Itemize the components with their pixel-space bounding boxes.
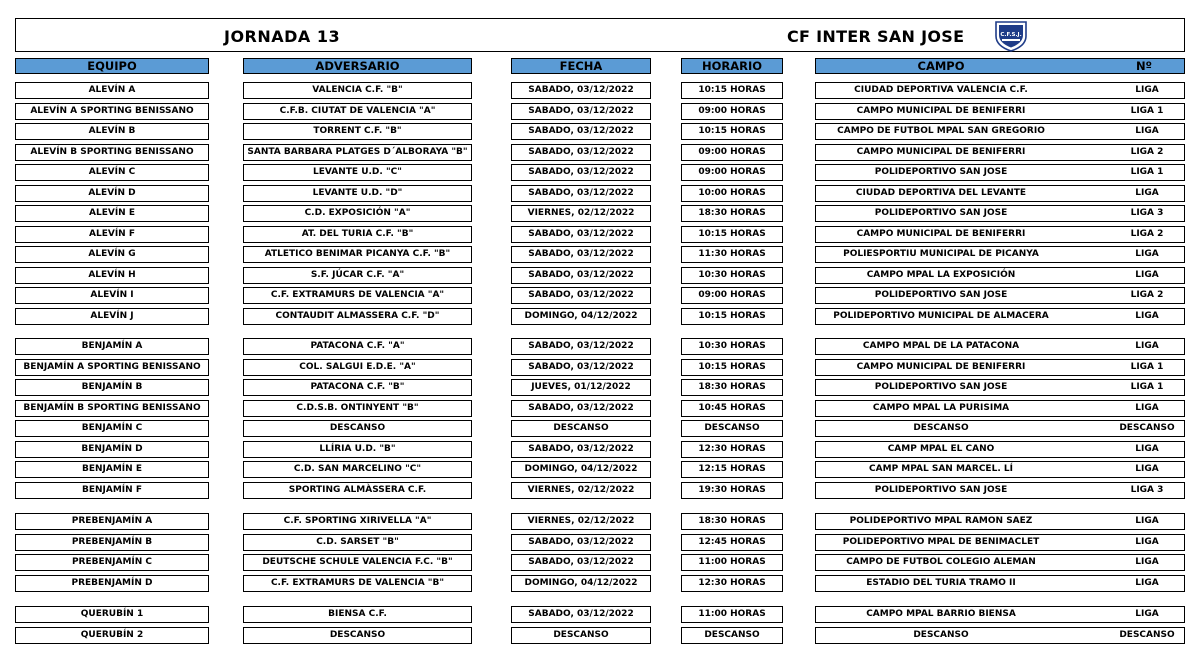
cell-adversario: C.F.B. CIUTAT DE VALENCIA "A" (243, 103, 472, 120)
cell-adversario: CONTAUDIT ALMASSERA C.F. "D" (243, 308, 472, 325)
cell-equipo: ALEVÍN H (15, 267, 209, 284)
cell-horario: 12:30 HORAS (681, 575, 783, 592)
cell-numero: LIGA (1135, 188, 1159, 198)
cell-numero: LIGA 2 (1130, 147, 1164, 157)
column-header-horario: HORARIO (681, 58, 783, 74)
cell-campo-numero (815, 441, 1185, 458)
title-bar (15, 18, 1185, 52)
cell-numero: LIGA 1 (1130, 167, 1164, 177)
cell-numero: DESCANSO (1119, 423, 1175, 433)
cell-numero: LIGA 3 (1130, 208, 1164, 218)
cell-fecha: DOMINGO, 04/12/2022 (511, 308, 651, 325)
cell-horario: 12:15 HORAS (681, 461, 783, 478)
cell-fecha: SABADO, 03/12/2022 (511, 123, 651, 140)
cell-equipo: BENJAMÍN D (15, 441, 209, 458)
cell-equipo: ALEVÍN C (15, 164, 209, 181)
cell-adversario: C.F. EXTRAMURS DE VALENCIA "A" (243, 287, 472, 304)
cell-campo: CAMPO MPAL DE LA PATACONA (862, 341, 1020, 351)
cell-numero: DESCANSO (1119, 630, 1175, 640)
cell-equipo: BENJAMÍN C (15, 420, 209, 437)
cell-campo-numero (815, 461, 1185, 478)
cell-horario: 10:15 HORAS (681, 308, 783, 325)
cell-campo: CAMPO MPAL LA PURISIMA (872, 403, 1010, 413)
cell-fecha: SABADO, 03/12/2022 (511, 144, 651, 161)
cell-fecha: SABADO, 03/12/2022 (511, 226, 651, 243)
cell-campo-numero (815, 627, 1185, 644)
cell-equipo: QUERUBÍN 2 (15, 627, 209, 644)
cell-adversario: COL. SALGUI E.D.E. "A" (243, 359, 472, 376)
cell-campo-numero (815, 400, 1185, 417)
cell-campo: CAMP MPAL EL CANO (887, 444, 995, 454)
cell-campo: POLIDEPORTIVO SAN JOSE (874, 290, 1008, 300)
cell-equipo: BENJAMÍN B SPORTING BENISSANO (15, 400, 209, 417)
cell-equipo: ALEVÍN G (15, 246, 209, 263)
cell-adversario: LEVANTE U.D. "C" (243, 164, 472, 181)
cell-campo-numero (815, 482, 1185, 499)
column-header-numero: Nº (1135, 59, 1153, 73)
cell-campo-numero (815, 205, 1185, 222)
column-header-campo: CAMPO Nº (815, 58, 1185, 74)
cell-adversario: C.F. SPORTING XIRIVELLA "A" (243, 513, 472, 530)
cell-campo-numero (815, 144, 1185, 161)
cell-numero: LIGA (1135, 464, 1159, 474)
cell-campo: POLIESPORTIU MUNICIPAL DE PICANYA (843, 249, 1039, 259)
cell-fecha: SABADO, 03/12/2022 (511, 82, 651, 99)
cell-numero: LIGA (1135, 444, 1159, 454)
cell-equipo: ALEVÍN B (15, 123, 209, 140)
cell-campo: DESCANSO (913, 630, 969, 640)
cell-numero: LIGA 3 (1130, 485, 1164, 495)
cell-fecha: SABADO, 03/12/2022 (511, 185, 651, 202)
cell-horario: 12:30 HORAS (681, 441, 783, 458)
cell-adversario: PATACONA C.F. "B" (243, 379, 472, 396)
cell-equipo: ALEVÍN A (15, 82, 209, 99)
cell-adversario: C.D. SARSET "B" (243, 534, 472, 551)
cell-adversario: PATACONA C.F. "A" (243, 338, 472, 355)
cell-horario: 09:00 HORAS (681, 164, 783, 181)
cell-fecha: VIERNES, 02/12/2022 (511, 513, 651, 530)
cell-numero: LIGA (1135, 516, 1159, 526)
cell-horario: 18:30 HORAS (681, 513, 783, 530)
cell-adversario: LEVANTE U.D. "D" (243, 185, 472, 202)
column-header-adversario: ADVERSARIO (243, 58, 472, 74)
cell-campo: POLIDEPORTIVO SAN JOSE (874, 208, 1008, 218)
cell-adversario: ATLETICO BENIMAR PICANYA C.F. "B" (243, 246, 472, 263)
cell-fecha: SABADO, 03/12/2022 (511, 246, 651, 263)
cell-numero: LIGA (1135, 341, 1159, 351)
cell-campo: POLIDEPORTIVO MUNICIPAL DE ALMACERA (833, 311, 1049, 321)
cell-equipo: ALEVÍN A SPORTING BENISSANO (15, 103, 209, 120)
cell-adversario: TORRENT C.F. "B" (243, 123, 472, 140)
cell-horario: 10:00 HORAS (681, 185, 783, 202)
cell-adversario: C.D. SAN MARCELINO "C" (243, 461, 472, 478)
cell-equipo: BENJAMÍN B (15, 379, 209, 396)
jornada-title: JORNADA 13 (224, 27, 341, 46)
cell-numero: LIGA (1135, 578, 1159, 588)
crest-text: C.F.S.J. (1000, 32, 1022, 38)
cell-equipo: QUERUBÍN 1 (15, 606, 209, 623)
cell-adversario: VALENCIA C.F. "B" (243, 82, 472, 99)
cell-campo: CIUDAD DEPORTIVA DEL LEVANTE (855, 188, 1027, 198)
cell-numero: LIGA (1135, 270, 1159, 280)
club-crest-icon (993, 20, 1029, 52)
cell-campo: ESTADIO DEL TURIA TRAMO II (866, 578, 1016, 588)
cell-campo-numero (815, 226, 1185, 243)
cell-fecha: JUEVES, 01/12/2022 (511, 379, 651, 396)
cell-campo: CAMPO MUNICIPAL DE BENIFERRI (856, 147, 1026, 157)
cell-horario: 09:00 HORAS (681, 144, 783, 161)
cell-equipo: PREBENJAMÍN A (15, 513, 209, 530)
cell-equipo: BENJAMÍN A (15, 338, 209, 355)
cell-fecha: SABADO, 03/12/2022 (511, 441, 651, 458)
cell-numero: LIGA (1135, 403, 1159, 413)
cell-campo: CAMPO DE FUTBOL MPAL SAN GREGORIO (837, 126, 1045, 136)
cell-adversario: AT. DEL TURIA C.F. "B" (243, 226, 472, 243)
cell-equipo: BENJAMÍN F (15, 482, 209, 499)
cell-equipo: BENJAMÍN A SPORTING BENISSANO (15, 359, 209, 376)
cell-adversario: DEUTSCHE SCHULE VALENCIA F.C. "B" (243, 554, 472, 571)
cell-horario: DESCANSO (681, 627, 783, 644)
cell-campo-numero (815, 123, 1185, 140)
cell-horario: 18:30 HORAS (681, 379, 783, 396)
cell-horario: 19:30 HORAS (681, 482, 783, 499)
cell-horario: 10:30 HORAS (681, 338, 783, 355)
cell-equipo: PREBENJAMÍN B (15, 534, 209, 551)
cell-campo-numero (815, 379, 1185, 396)
cell-numero: LIGA (1135, 537, 1159, 547)
cell-equipo: PREBENJAMÍN D (15, 575, 209, 592)
column-header-fecha: FECHA (511, 58, 651, 74)
cell-campo-numero (815, 185, 1185, 202)
cell-campo-numero (815, 164, 1185, 181)
cell-campo: CAMP MPAL SAN MARCEL. LÍ (869, 464, 1013, 474)
cell-campo: POLIDEPORTIVO MPAL RAMON SAEZ (849, 516, 1033, 526)
cell-campo-numero (815, 554, 1185, 571)
cell-fecha: DESCANSO (511, 420, 651, 437)
cell-fecha: SABADO, 03/12/2022 (511, 554, 651, 571)
cell-campo-numero (815, 287, 1185, 304)
cell-adversario: S.F. JÚCAR C.F. "A" (243, 267, 472, 284)
cell-numero: LIGA (1135, 557, 1159, 567)
cell-campo: CAMPO MPAL LA EXPOSICIÓN (866, 270, 1016, 280)
cell-fecha: SABADO, 03/12/2022 (511, 534, 651, 551)
cell-equipo: PREBENJAMÍN C (15, 554, 209, 571)
cell-horario: 11:00 HORAS (681, 554, 783, 571)
cell-campo-numero (815, 513, 1185, 530)
cell-numero: LIGA (1135, 609, 1159, 619)
cell-campo: CAMPO MUNICIPAL DE BENIFERRI (856, 106, 1026, 116)
cell-adversario: C.F. EXTRAMURS DE VALENCIA "B" (243, 575, 472, 592)
cell-equipo: ALEVÍN E (15, 205, 209, 222)
cell-horario: 10:15 HORAS (681, 123, 783, 140)
cell-adversario: DESCANSO (243, 627, 472, 644)
cell-horario: 10:15 HORAS (681, 226, 783, 243)
cell-campo-numero (815, 575, 1185, 592)
cell-campo: POLIDEPORTIVO SAN JOSE (874, 485, 1008, 495)
cell-campo-numero (815, 359, 1185, 376)
cell-fecha: SABADO, 03/12/2022 (511, 400, 651, 417)
cell-adversario: SPORTING ALMÀSSERA C.F. (243, 482, 472, 499)
cell-fecha: DOMINGO, 04/12/2022 (511, 461, 651, 478)
cell-equipo: ALEVÍN B SPORTING BENISSANO (15, 144, 209, 161)
cell-horario: 11:00 HORAS (681, 606, 783, 623)
cell-campo-numero (815, 267, 1185, 284)
cell-campo-numero (815, 246, 1185, 263)
cell-numero: LIGA 2 (1130, 229, 1164, 239)
cell-equipo: ALEVÍN F (15, 226, 209, 243)
cell-fecha: SABADO, 03/12/2022 (511, 103, 651, 120)
cell-numero: LIGA (1135, 85, 1159, 95)
cell-adversario: BIENSA C.F. (243, 606, 472, 623)
cell-numero: LIGA 1 (1130, 362, 1164, 372)
cell-numero: LIGA 2 (1130, 290, 1164, 300)
cell-numero: LIGA (1135, 249, 1159, 259)
cell-equipo: BENJAMÍN E (15, 461, 209, 478)
cell-adversario: C.D. EXPOSICIÓN "A" (243, 205, 472, 222)
cell-campo: CAMPO MPAL BARRIO BIENSA (866, 609, 1016, 619)
cell-fecha: VIERNES, 02/12/2022 (511, 205, 651, 222)
cell-campo: CAMPO MUNICIPAL DE BENIFERRI (856, 229, 1026, 239)
cell-equipo: ALEVÍN D (15, 185, 209, 202)
cell-campo: POLIDEPORTIVO SAN JOSE (874, 382, 1008, 392)
cell-fecha: SABADO, 03/12/2022 (511, 606, 651, 623)
cell-horario: 11:30 HORAS (681, 246, 783, 263)
cell-adversario: LLÍRIA U.D. "B" (243, 441, 472, 458)
cell-equipo: ALEVÍN J (15, 308, 209, 325)
cell-horario: 10:30 HORAS (681, 267, 783, 284)
cell-campo: DESCANSO (913, 423, 969, 433)
cell-numero: LIGA 1 (1130, 106, 1164, 116)
cell-fecha: SABADO, 03/12/2022 (511, 338, 651, 355)
club-title: CF INTER SAN JOSE (787, 27, 965, 46)
cell-adversario: DESCANSO (243, 420, 472, 437)
cell-horario: 09:00 HORAS (681, 287, 783, 304)
cell-campo: CIUDAD DEPORTIVA VALENCIA C.F. (854, 85, 1028, 95)
cell-adversario: SANTA BARBARA PLATGES D´ALBORAYA "B" (243, 144, 472, 161)
cell-fecha: VIERNES, 02/12/2022 (511, 482, 651, 499)
cell-fecha: SABADO, 03/12/2022 (511, 164, 651, 181)
cell-numero: LIGA 1 (1130, 382, 1164, 392)
cell-campo: POLIDEPORTIVO SAN JOSE (874, 167, 1008, 177)
cell-horario: 09:00 HORAS (681, 103, 783, 120)
cell-campo-numero (815, 606, 1185, 623)
cell-fecha: DOMINGO, 04/12/2022 (511, 575, 651, 592)
cell-campo-numero (815, 82, 1185, 99)
cell-campo: CAMPO DE FUTBOL COLEGIO ALEMAN (846, 557, 1036, 567)
cell-fecha: SABADO, 03/12/2022 (511, 359, 651, 376)
cell-numero: LIGA (1135, 311, 1159, 321)
cell-adversario: C.D.S.B. ONTINYENT "B" (243, 400, 472, 417)
cell-campo-numero (815, 308, 1185, 325)
cell-fecha: SABADO, 03/12/2022 (511, 287, 651, 304)
cell-horario: 10:45 HORAS (681, 400, 783, 417)
cell-horario: 10:15 HORAS (681, 82, 783, 99)
cell-horario: 18:30 HORAS (681, 205, 783, 222)
cell-fecha: DESCANSO (511, 627, 651, 644)
cell-campo-numero (815, 103, 1185, 120)
cell-campo: CAMPO MUNICIPAL DE BENIFERRI (856, 362, 1026, 372)
cell-horario: 10:15 HORAS (681, 359, 783, 376)
cell-horario: 12:45 HORAS (681, 534, 783, 551)
cell-campo-numero (815, 338, 1185, 355)
cell-equipo: ALEVÍN I (15, 287, 209, 304)
column-header-equipo: EQUIPO (15, 58, 209, 74)
cell-fecha: SABADO, 03/12/2022 (511, 267, 651, 284)
cell-campo: POLIDEPORTIVO MPAL DE BENIMACLET (842, 537, 1040, 547)
cell-campo-numero (815, 420, 1185, 437)
cell-horario: DESCANSO (681, 420, 783, 437)
cell-numero: LIGA (1135, 126, 1159, 136)
cell-campo-numero (815, 534, 1185, 551)
